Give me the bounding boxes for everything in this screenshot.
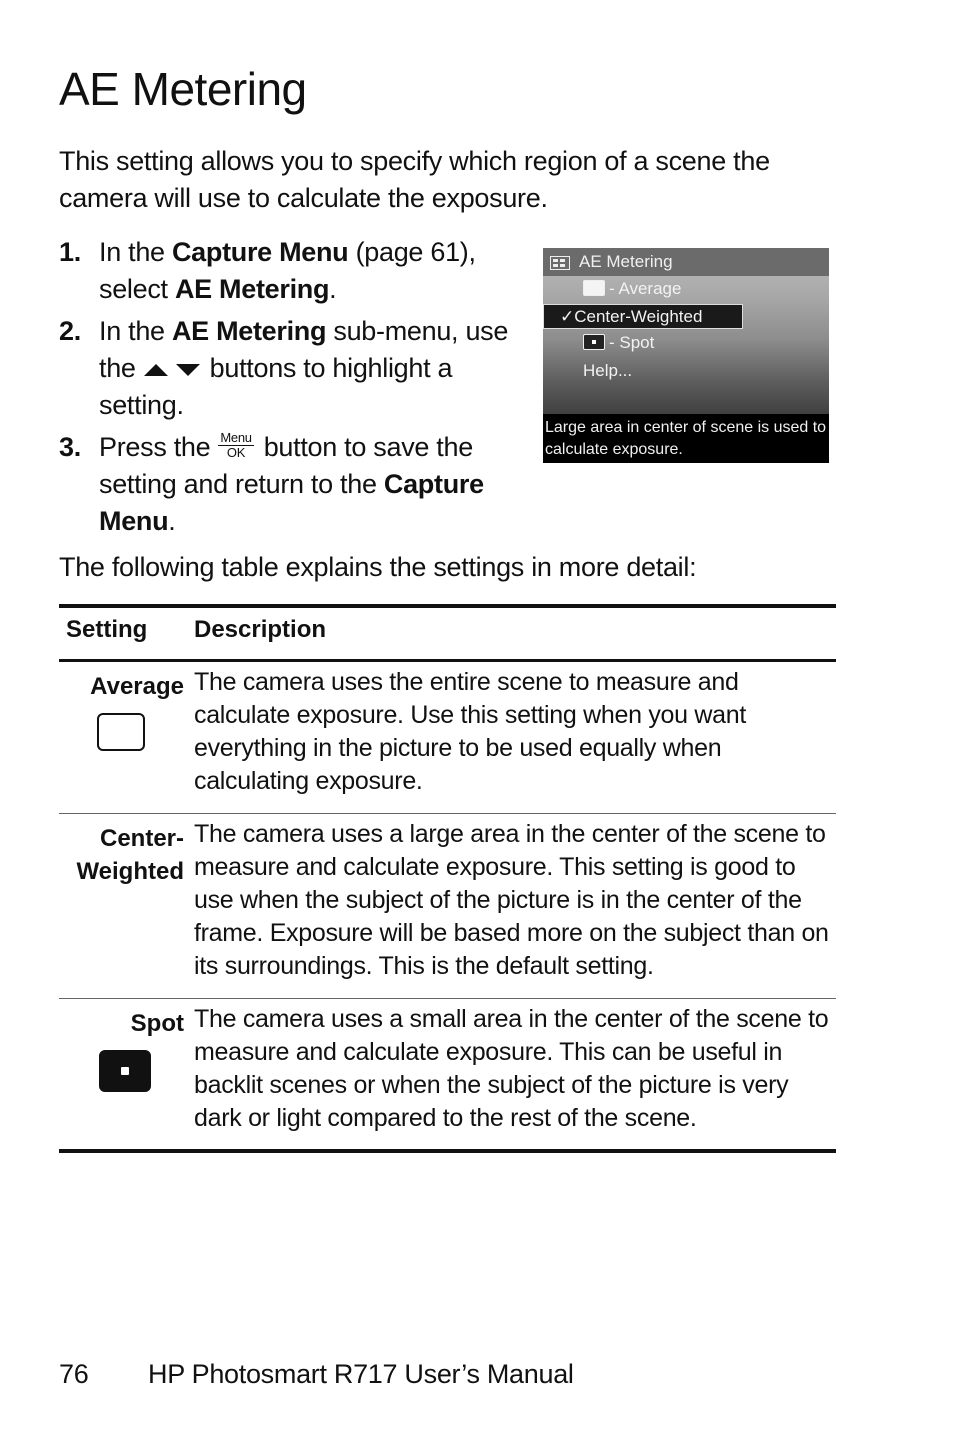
menu-ok-button-icon bbox=[218, 431, 253, 460]
settings-table bbox=[59, 604, 836, 1153]
step-2 bbox=[59, 313, 519, 424]
lcd-item-label: - Spot bbox=[609, 333, 655, 352]
setting-name-line: Center- bbox=[99, 825, 184, 852]
lcd-header bbox=[543, 248, 829, 276]
setting-name: Spot bbox=[130, 1010, 184, 1037]
lcd-item-average bbox=[583, 277, 681, 301]
average-metering-icon bbox=[583, 280, 605, 296]
lcd-header-title: AE Metering bbox=[579, 252, 673, 271]
ok-label: OK bbox=[226, 445, 246, 461]
lcd-item-center-weighted bbox=[543, 304, 743, 329]
table-header bbox=[59, 608, 836, 662]
average-metering-icon bbox=[97, 713, 145, 751]
lcd-item-label: ✓Center-Weighted bbox=[560, 307, 703, 326]
step-number: 2. bbox=[59, 316, 81, 346]
lcd-item-label: Help... bbox=[583, 361, 633, 380]
table-row bbox=[59, 814, 836, 999]
page-title: AE Metering bbox=[59, 63, 307, 115]
step-bold: Capture Menu bbox=[171, 237, 349, 267]
header-description: Description bbox=[194, 616, 327, 643]
setting-description: The camera uses the entire scene to measure and calculate exposure. Use this setting when you want everything in the picture to be used equally when calculating exposure. bbox=[194, 668, 746, 795]
page-number: 76 bbox=[59, 1359, 89, 1389]
lcd-item-spot bbox=[583, 331, 654, 355]
step-text: . bbox=[168, 506, 176, 536]
page-footer bbox=[59, 1356, 574, 1393]
step-text: (page 61), select bbox=[99, 237, 476, 304]
step-bold: AE Metering bbox=[174, 274, 330, 304]
step-text: buttons to highlight a setting. bbox=[99, 353, 453, 420]
lcd-item-label: - Average bbox=[609, 279, 682, 298]
step-bold: AE Metering bbox=[171, 316, 327, 346]
step-text: sub-menu, use the bbox=[99, 316, 509, 383]
menu-grid-icon bbox=[550, 256, 570, 270]
step-text: In the bbox=[99, 237, 172, 267]
steps-list bbox=[59, 234, 519, 545]
setting-description: The camera uses a small area in the center of the scene to measure and calculate exposure. This can be useful in backlit scenes or when the subject of the picture is very dark or light compared to the rest of the scene. bbox=[194, 1005, 829, 1132]
table-row bbox=[59, 999, 836, 1149]
step-bold: Capture Menu bbox=[99, 469, 484, 536]
step-number: 3. bbox=[59, 432, 81, 462]
intro-paragraph: This setting allows you to specify which region of a scene the camera will use to calculate the exposure. bbox=[59, 146, 770, 213]
lcd-help-text: Large area in center of scene is used to calculate exposure. bbox=[545, 419, 827, 458]
step-text: Press the bbox=[99, 432, 211, 462]
camera-lcd-screenshot bbox=[543, 248, 829, 463]
manual-title: HP Photosmart R717 User’s Manual bbox=[148, 1359, 574, 1389]
lcd-item-help bbox=[583, 359, 632, 383]
step-1 bbox=[59, 234, 519, 308]
setting-name: Average bbox=[90, 673, 184, 700]
spot-metering-icon bbox=[99, 1050, 151, 1092]
menu-label: Menu bbox=[220, 430, 252, 446]
setting-description: The camera uses a large area in the center of the scene to measure and calculate exposure. This setting is good to use when the subject of the picture is in the center of the frame. Exposure will be based more on the subject than on its surroundings. This is the default setting. bbox=[194, 820, 829, 980]
step-3 bbox=[59, 429, 519, 540]
step-text: . bbox=[329, 274, 337, 304]
header-setting: Setting bbox=[66, 616, 148, 643]
step-text: In the bbox=[99, 316, 172, 346]
table-row bbox=[59, 662, 836, 814]
step-number: 1. bbox=[59, 237, 81, 267]
spot-metering-icon bbox=[583, 334, 605, 350]
table-lead-in: The following table explains the settings in more detail: bbox=[59, 552, 697, 582]
setting-name bbox=[59, 822, 184, 888]
up-down-arrows-icon bbox=[142, 360, 204, 380]
setting-name-line: Weighted bbox=[76, 858, 184, 885]
step-text: button to save the setting and return to the bbox=[99, 432, 473, 499]
